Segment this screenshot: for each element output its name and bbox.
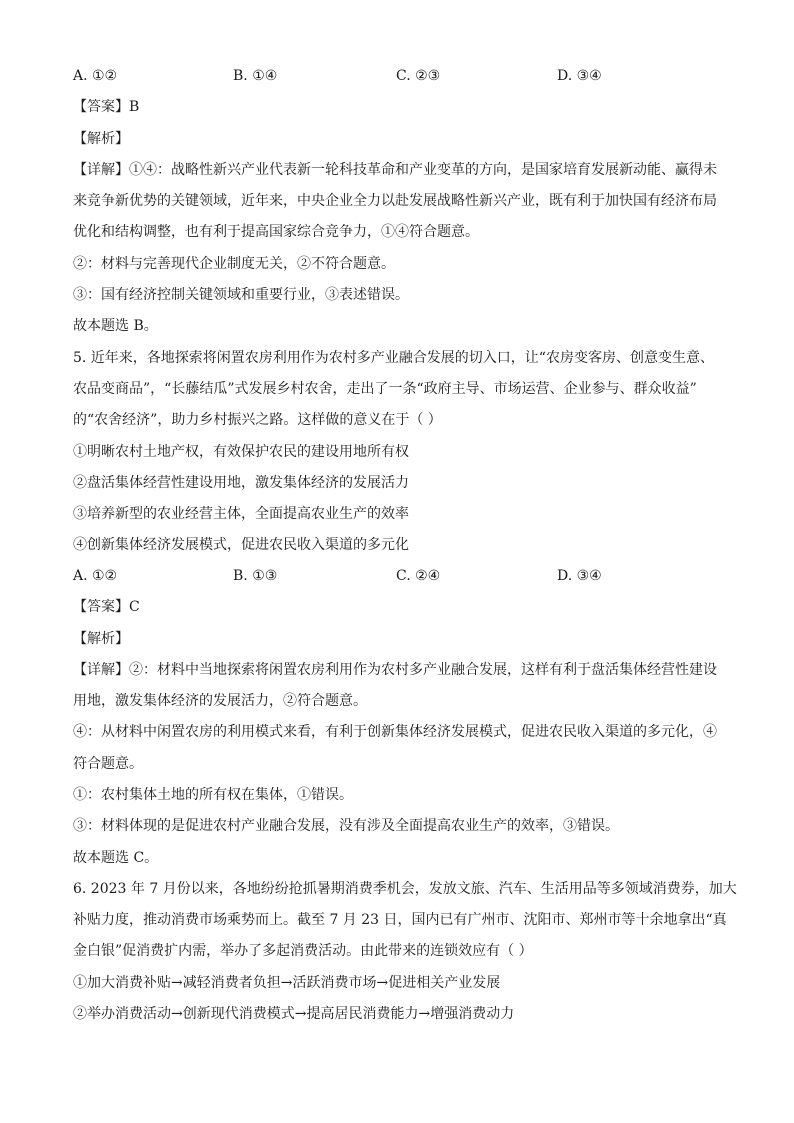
q4-option-c: C. ②③ [396, 68, 441, 84]
q5-option-c: C. ②④ [396, 568, 441, 584]
q5-analysis-heading: 【解析】 [73, 631, 129, 647]
q6-stem-line: 6. 2023 年 7 月份以来，各地纷纷抢抓暑期消费季机会，发放文旅、汽车、生活用品等多领域消费券，加大 [73, 881, 737, 897]
q6-stem-line: 金白银”促消费扩内需，举办了多起消费活动。由此带来的连锁效应有（ ） [73, 943, 533, 959]
q5-detail-line: ①：农村集体土地的所有权在集体，①错误。 [73, 787, 353, 803]
q5-item: ③培养新型的农业经营主体，全面提高农业生产的效率 [73, 506, 409, 522]
q4-conclusion: 故本题选 B。 [73, 318, 158, 334]
q5-item: ②盘活集体经营性建设用地，激发集体经济的发展活力 [73, 475, 409, 491]
q6-stem-line: 补贴力度，推动消费市场乘势而上。截至 7 月 23 日，国内已有广州市、沈阳市、郑州市等十余地拿出“真 [73, 912, 727, 928]
q5-detail-line: 用地，激发集体经济的发展活力，②符合题意。 [73, 693, 367, 709]
q4-option-d: D. ③④ [557, 68, 602, 84]
q5-stem-line: 5. 近年来，各地探索将闲置农房利用作为农村多产业融合发展的切入口，让“农房变客房、创意变生意、 [73, 350, 714, 366]
q5-detail-line: ③：材料体现的是促进农村产业融合发展，没有涉及全面提高农业生产的效率，③错误。 [73, 818, 619, 834]
q4-detail-line: 【详解】①④：战略性新兴产业代表新一轮科技革命和产业变革的方向，是国家培育发展新动能、赢得未 [73, 162, 717, 178]
q5-item: ①明晰农村土地产权，有效保护农民的建设用地所有权 [73, 444, 409, 460]
q5-stem-line: 的“农舍经济”，助力乡村振兴之路。这样做的意义在于（ ） [73, 412, 442, 428]
q5-option-a: A. ①② [73, 568, 118, 584]
q5-detail-line: ④：从材料中闲置农房的利用模式来看，有利于创新集体经济发展模式，促进农民收入渠道的多元化，④ [73, 724, 717, 740]
q5-stem-line: 农品变商品”，“长藤结瓜”式发展乡村农舍，走出了一条“政府主导、市场运营、企业参与、群众收益” [73, 381, 697, 397]
q4-detail-line: 来竞争新优势的关键领域，近年来，中央企业全力以赴发展战略性新兴产业，既有利于加快国有经济布局 [73, 193, 717, 209]
q5-detail-line: 符合题意。 [73, 756, 143, 772]
q5-item: ④创新集体经济发展模式，促进农民收入渠道的多元化 [73, 537, 409, 553]
q5-conclusion: 故本题选 C。 [73, 850, 159, 866]
q4-option-b: B. ①④ [233, 68, 278, 84]
q5-option-b: B. ①③ [233, 568, 278, 584]
q4-answer: 【答案】B [73, 99, 140, 115]
q6-item: ②举办消费活动→创新现代消费模式→提高居民消费能力→增强消费动力 [73, 1006, 515, 1022]
q4-detail-line: ②：材料与完善现代企业制度无关，②不符合题意。 [73, 256, 395, 272]
q5-detail-line: 【详解】②：材料中当地探索将闲置农房利用作为农村多产业融合发展，这样有利于盘活集体经营性建设 [73, 662, 717, 678]
q5-option-d: D. ③④ [557, 568, 602, 584]
q4-detail-line: 优化和结构调整，也有利于提高国家综合竞争力，①④符合题意。 [73, 224, 479, 240]
q4-detail-line: ③：国有经济控制关键领域和重要行业，③表述错误。 [73, 287, 409, 303]
q5-answer: 【答案】C [73, 599, 140, 615]
q4-option-a: A. ①② [73, 68, 118, 84]
q6-item: ①加大消费补贴→减轻消费者负担→活跃消费市场→促进相关产业发展 [73, 975, 501, 991]
q4-analysis-heading: 【解析】 [73, 131, 129, 147]
